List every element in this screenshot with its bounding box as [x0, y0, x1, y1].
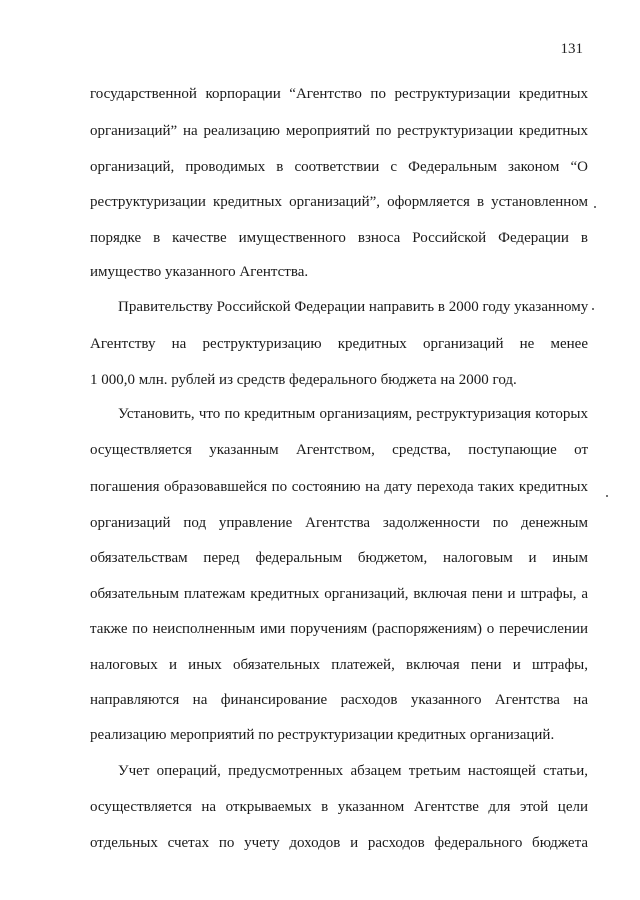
text-line: государственной корпорации “Агентство по реструктуризации кредитных — [90, 86, 588, 102]
text-line: 1 000,0 млн. рублей из средств федерального бюджета на 2000 год. — [90, 372, 517, 388]
text-line: налоговых и иных обязательных платежей, включая пени и штрафы, — [90, 657, 588, 673]
text-line: Установить, что по кредитным организациям, реструктуризация которых — [118, 406, 588, 422]
scan-speck — [592, 308, 594, 310]
page-number: 131 — [560, 41, 583, 57]
text-line: отдельных счетах по учету доходов и расходов федерального бюджета — [90, 835, 588, 851]
text-line: организаций” на реализацию мероприятий по реструктуризации кредитных — [90, 123, 588, 139]
text-line: реструктуризации кредитных организаций”, оформляется в установленном — [90, 194, 588, 210]
scan-speck — [606, 495, 608, 497]
text-line: осуществляется на открываемых в указанном Агентстве для этой цели — [90, 799, 588, 815]
text-line: организаций, проводимых в соответствии с Федеральным законом “О — [90, 159, 588, 175]
text-line: погашения образовавшейся по состоянию на дату перехода таких кредитных — [90, 479, 588, 495]
text-line: осуществляется указанным Агентством, средства, поступающие от — [90, 442, 588, 458]
text-line: также по неисполненным ими поручениям (распоряжениям) о перечислении — [90, 621, 588, 637]
text-line: направляются на финансирование расходов указанного Агентства на — [90, 692, 588, 708]
scan-speck — [594, 206, 596, 208]
text-line: Правительству Российской Федерации направить в 2000 году указанному — [118, 299, 589, 315]
text-line: Агентству на реструктуризацию кредитных организаций не менее — [90, 336, 588, 352]
text-line: организаций под управление Агентства задолженности по денежным — [90, 515, 588, 531]
text-line: обязательствам перед федеральным бюджетом, налоговым и иным — [90, 550, 588, 566]
text-line: порядке в качестве имущественного взноса Российской Федерации в — [90, 230, 588, 246]
text-line: реализацию мероприятий по реструктуризации кредитных организаций. — [90, 727, 555, 743]
text-line: Учет операций, предусмотренных абзацем третьим настоящей статьи, — [118, 763, 588, 779]
text-line: имущество указанного Агентства. — [90, 264, 309, 280]
text-line: обязательным платежам кредитных организаций, включая пени и штрафы, а — [90, 586, 588, 602]
